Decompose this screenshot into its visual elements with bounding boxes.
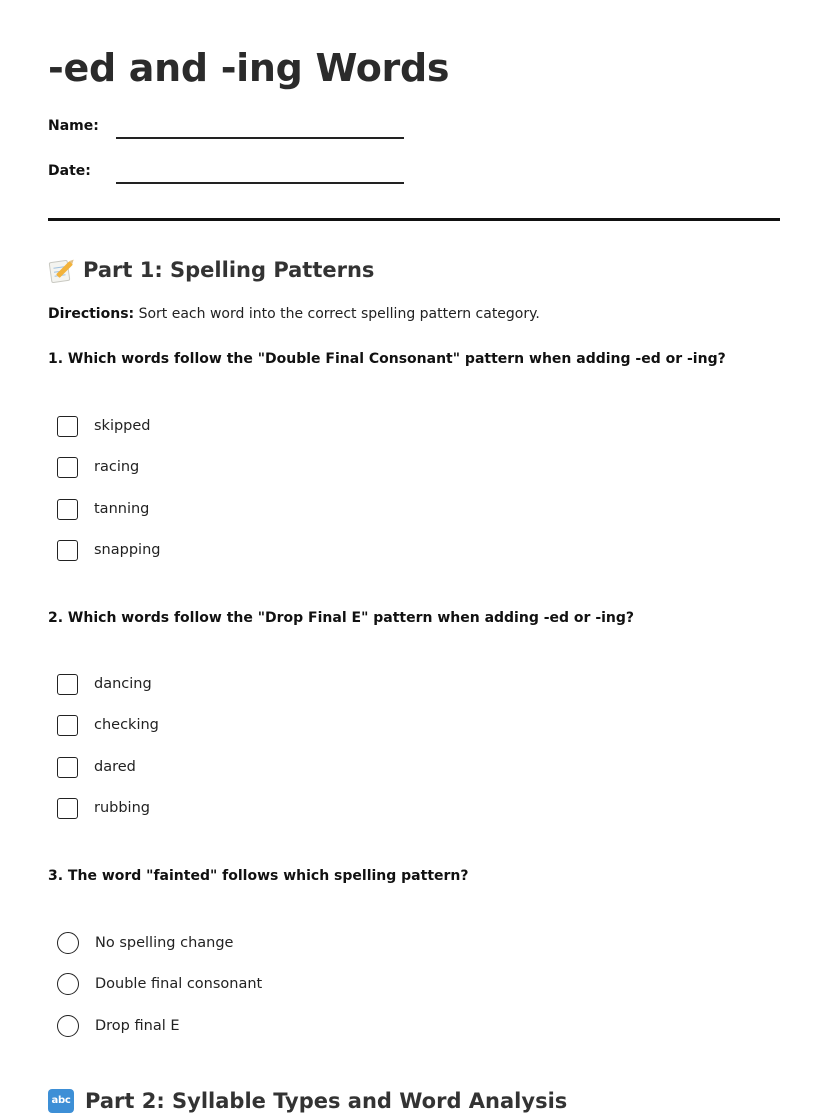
- checkbox[interactable]: [57, 757, 78, 778]
- q2-option-dared[interactable]: [57, 754, 136, 780]
- option-label: tanning: [94, 501, 150, 517]
- part2-heading-text: Part 2: Syllable Types and Word Analysis: [85, 1089, 568, 1113]
- option-label: dared: [94, 759, 136, 775]
- q3-option-drop-e[interactable]: [57, 1013, 180, 1039]
- date-input-line[interactable]: [116, 182, 404, 184]
- q2-option-checking[interactable]: [57, 712, 159, 738]
- radio-button[interactable]: [57, 973, 79, 995]
- directions-text: Sort each word into the correct spelling pattern category.: [134, 306, 540, 322]
- question-1-prompt: 1. Which words follow the "Double Final Consonant" pattern when adding -ed or -ing?: [48, 351, 726, 367]
- checkbox[interactable]: [57, 416, 78, 437]
- option-label: checking: [94, 717, 159, 733]
- name-label: Name:: [48, 118, 99, 134]
- part1-heading-text: Part 1: Spelling Patterns: [83, 258, 375, 282]
- q2-option-rubbing[interactable]: [57, 795, 150, 821]
- option-label: skipped: [94, 418, 151, 434]
- option-label: snapping: [94, 542, 161, 558]
- directions: [48, 306, 540, 322]
- q1-option-snapping[interactable]: [57, 537, 160, 563]
- q1-option-skipped[interactable]: [57, 413, 151, 439]
- option-label: Double final consonant: [95, 976, 263, 992]
- q1-option-tanning[interactable]: [57, 496, 149, 522]
- q3-option-double-consonant[interactable]: [57, 971, 262, 997]
- checkbox[interactable]: [57, 715, 78, 736]
- checkbox[interactable]: [57, 674, 78, 695]
- option-label: rubbing: [94, 800, 150, 816]
- directions-label: Directions:: [48, 306, 135, 322]
- checkbox[interactable]: [57, 499, 78, 520]
- q2-option-dancing[interactable]: [57, 671, 152, 697]
- abc-input-icon: abc: [48, 1089, 74, 1113]
- question-3-prompt: 3. The word "fainted" follows which spelling pattern?: [48, 868, 469, 884]
- checkbox[interactable]: [57, 457, 78, 478]
- option-label: No spelling change: [95, 935, 234, 951]
- question-2-prompt: 2. Which words follow the "Drop Final E" pattern when adding -ed or -ing?: [48, 610, 635, 626]
- date-field[interactable]: [48, 163, 408, 193]
- option-label: racing: [94, 459, 140, 475]
- option-label: dancing: [94, 676, 152, 692]
- checkbox[interactable]: [57, 540, 78, 561]
- header-divider: [48, 218, 780, 221]
- date-label: Date:: [48, 163, 91, 179]
- radio-button[interactable]: [57, 932, 79, 954]
- checkbox[interactable]: [57, 798, 78, 819]
- q1-option-racing[interactable]: [57, 454, 139, 480]
- memo-icon: [48, 258, 72, 282]
- q3-option-no-change[interactable]: [57, 930, 233, 956]
- option-label: Drop final E: [95, 1018, 180, 1034]
- worksheet-title: -ed and -ing Words: [48, 46, 450, 90]
- part2-heading: [48, 1089, 567, 1113]
- part1-heading: [48, 258, 374, 282]
- name-input-line[interactable]: [116, 137, 404, 139]
- name-field[interactable]: [48, 118, 408, 148]
- radio-button[interactable]: [57, 1015, 79, 1037]
